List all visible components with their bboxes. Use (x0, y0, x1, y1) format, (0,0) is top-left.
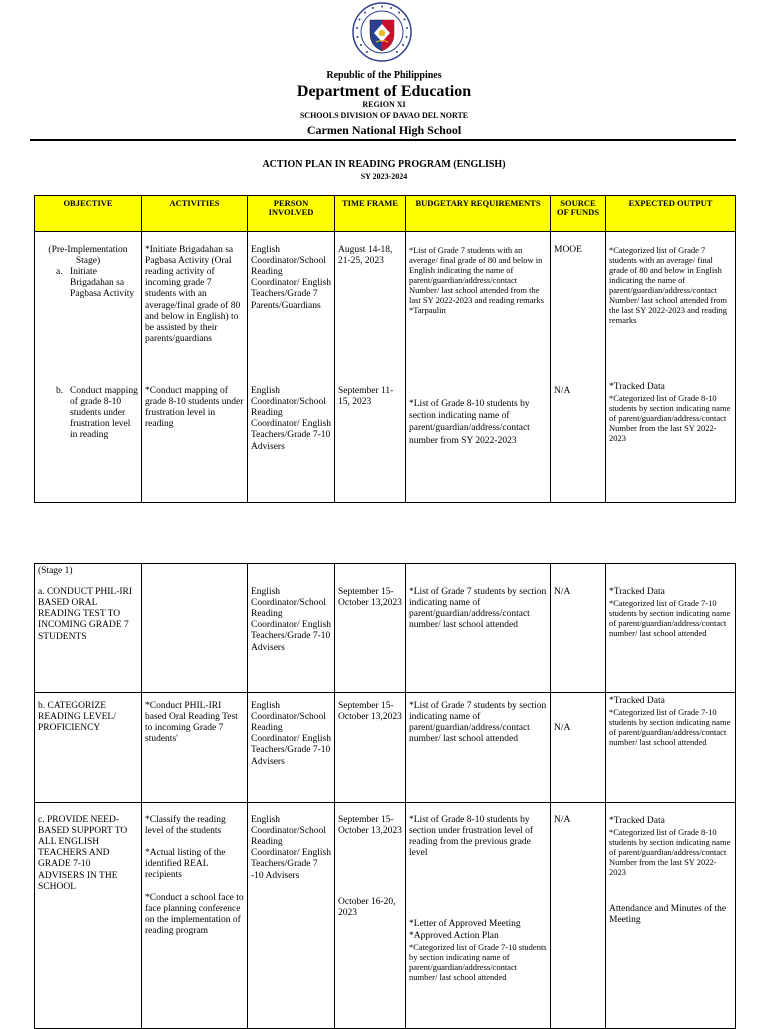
budget-text: *List of Grade 7 students by section indicating name of parent/guardian/address/contact number/ last school attended (409, 587, 547, 631)
table-row (35, 564, 736, 693)
budgetary-requirements-cell (406, 232, 551, 503)
expected-output-cell (606, 803, 736, 1029)
region-name: REGION XI (362, 100, 406, 109)
activities-cell (142, 693, 248, 803)
expected-output-cell (606, 564, 736, 693)
objective-text: a. CONDUCT PHIL-IRI BASED ORAL READING TEST TO INCOMING GRADE 7 STUDENTS (38, 587, 133, 642)
output-text: *Categorized list of Grade 7 students with an average/ final grade of 80 and below in English indicating the name of parent/guardian/address/contact Number/ last school attended from the last SY 2022-2023 and reading remarks (609, 245, 728, 326)
division-name: SCHOOLS DIVISION OF DAVAO DEL NORTE (299, 111, 469, 120)
expected-output-cell (606, 232, 736, 503)
person-text: English Coordinator/School Reading Coordinator/ English Teachers/Grade 7 -10 Advisers (251, 815, 331, 881)
source-text: N/A (554, 587, 571, 597)
person-involved-cell (248, 803, 335, 1029)
budgetary-requirements-cell (406, 803, 551, 1029)
source-of-funds-cell (551, 564, 606, 693)
objective-text: c. PROVIDE NEED-BASED SUPPORT TO ALL ENGLISH TEACHERS AND GRADE 7-10 ADVISERS IN THE SCHOOL (38, 815, 128, 892)
activities-cell (142, 803, 248, 1029)
country-name: Republic of the Philippines (326, 70, 442, 81)
source-of-funds-cell (551, 693, 606, 803)
output-text: *Categorized list of Grade 8-10 students by section indicating name of parent/guardian/address/contact Number from the last SY 2022-2023 (609, 393, 731, 444)
table-header-row (35, 196, 736, 232)
budget-text: *List of Grade 8-10 students by section under frustration level of reading from the previous grade level (409, 815, 533, 859)
stage-label: (Pre-Implementation Stage) (48, 245, 128, 267)
school-year: SY 2023-2024 (360, 172, 408, 181)
output-text: *Categorized list of Grade 7-10 students by section indicating name of parent/guardian/address/contact number/ last school attended (609, 707, 731, 748)
plan-title: ACTION PLAN IN READING PROGRAM (ENGLISH) (262, 159, 506, 170)
objective-cell (35, 693, 142, 803)
objective-cell (35, 232, 142, 503)
activity-text: *Conduct PHIL-IRI based Oral Reading Test to incoming Grade 7 students' (145, 701, 238, 745)
budget-text: *List of Grade 7 students with an average/ final grade of 80 and below in English indicating the name of parent/guardian/address/contact Number/ last school attended from the last SY 2022-2023 and reading remarks (409, 245, 544, 306)
source-of-funds-cell (551, 803, 606, 1029)
activities-cell (142, 564, 248, 693)
source-text: MOOE (554, 245, 582, 255)
time-text: September 15-October 13,2023 (338, 701, 402, 723)
budget-text: *Approved Action Plan (409, 930, 499, 941)
activity-text: *Actual listing of the identified REAL recipients (145, 848, 226, 881)
time-frame-cell (335, 564, 406, 693)
objective-cell (35, 564, 142, 693)
activity-text: *Conduct a school face to face planning conference on the implementation of reading program (145, 892, 244, 936)
output-text: *Tracked Data (609, 816, 665, 826)
output-text: *Tracked Data (609, 587, 665, 597)
deped-seal-logo (352, 2, 412, 62)
column-header-activities: ACTIVITIES (142, 196, 248, 232)
objective-cell (35, 803, 142, 1029)
activities-cell (142, 232, 248, 503)
time-text: September 11-15, 2023 (338, 386, 394, 408)
column-header-objective: OBJECTIVE (35, 196, 142, 232)
output-text: *Categorized list of Grade 7-10 students by section indicating name of parent/guardian/address/contact number/ last school attended (609, 598, 731, 639)
activity-text: *Classify the reading level of the students (145, 815, 226, 837)
stage-label: (Stage 1) (38, 566, 73, 576)
time-text: August 14-18, 21-25, 2023 (338, 245, 393, 267)
source-text: N/A (554, 386, 571, 396)
time-text: October 16-20, 2023 (338, 897, 396, 919)
person-text: English Coordinator/School Reading Coordinator/ English Teachers/Grade 7-10 Advisers (251, 386, 331, 452)
item-number: b. (56, 386, 64, 396)
person-text: English Coordinator/School Reading Coordinator/ English Teachers/Grade 7 Parents/Guardians (251, 245, 331, 311)
action-plan-table-1 (34, 195, 736, 503)
budget-text: *List of Grade 8-10 students by section indicating name of parent/guardian/address/contact number from SY 2022-2023 (409, 399, 530, 446)
column-header-budgetary-requirements: BUDGETARY REQUIREMENTS (406, 196, 551, 232)
output-text: *Categorized list of Grade 8-10 students by section indicating name of parent/guardian/address/contact Number from the last SY 2022-2023 (609, 827, 731, 878)
objective-text: Initiate Brigadahan sa Pagbasa Activity (70, 267, 135, 300)
person-text: English Coordinator/School Reading Coordinator/ English Teachers/Grade 7-10 Advisers (251, 701, 331, 767)
department-name: Department of Education (296, 83, 472, 100)
person-involved-cell (248, 693, 335, 803)
objective-text: b. CATEGORIZE READING LEVEL/ PROFICIENCY (38, 701, 116, 734)
item-number: a. (56, 267, 63, 278)
output-text: *Tracked Data (609, 382, 665, 392)
budget-text: *Tarpaulin (409, 305, 446, 316)
budgetary-requirements-cell (406, 564, 551, 693)
column-header-person-involved: PERSON INVOLVED (248, 196, 335, 232)
person-text: English Coordinator/School Reading Coordinator/ English Teachers/Grade 7-10 Advisers (251, 587, 331, 653)
activity-text: *Conduct mapping of grade 8-10 students under frustration level in reading (145, 386, 244, 430)
school-name: Carmen National High School (306, 123, 462, 137)
person-involved-cell (248, 232, 335, 503)
person-involved-cell (248, 564, 335, 693)
source-of-funds-cell (551, 232, 606, 503)
time-text: September 15-October 13,2023 (338, 587, 402, 609)
budgetary-requirements-cell (406, 693, 551, 803)
column-header-source-of-funds: SOURCE OF FUNDS (551, 196, 606, 232)
output-text: Attendance and Minutes of the Meeting (609, 904, 727, 926)
column-header-expected-output: EXPECTED OUTPUT (606, 196, 736, 232)
time-text: September 15-October 13,2023 (338, 815, 402, 837)
time-frame-cell (335, 693, 406, 803)
source-text: N/A (554, 723, 571, 733)
budget-text: *List of Grade 7 students by section indicating name of parent/guardian/address/contact number/ last school attended (409, 701, 547, 745)
objective-text: Conduct mapping of grade 8-10 students under frustration level in reading (70, 386, 138, 441)
time-frame-cell (335, 232, 406, 503)
budget-text: *Categorized list of Grade 7-10 students by section indicating name of parent/guardian/address/contact number/ last school attended (409, 941, 547, 982)
source-text: N/A (554, 815, 571, 825)
header-divider (30, 139, 736, 141)
table-row (35, 803, 736, 1029)
table-row (35, 232, 736, 503)
action-plan-table-2 (34, 563, 736, 1029)
time-frame-cell (335, 803, 406, 1029)
activity-text: *Initiate Brigadahan sa Pagbasa Activity (Oral reading activity of incoming grade 7 students with an average/final grade of 80 and below in English) to be assisted by their parents/guardians (145, 245, 241, 344)
expected-output-cell (606, 693, 736, 803)
budget-text: *Letter of Approved Meeting (409, 919, 521, 930)
table-row (35, 693, 736, 803)
output-text: *Tracked Data (609, 696, 665, 706)
column-header-time-frame: TIME FRAME (335, 196, 406, 232)
